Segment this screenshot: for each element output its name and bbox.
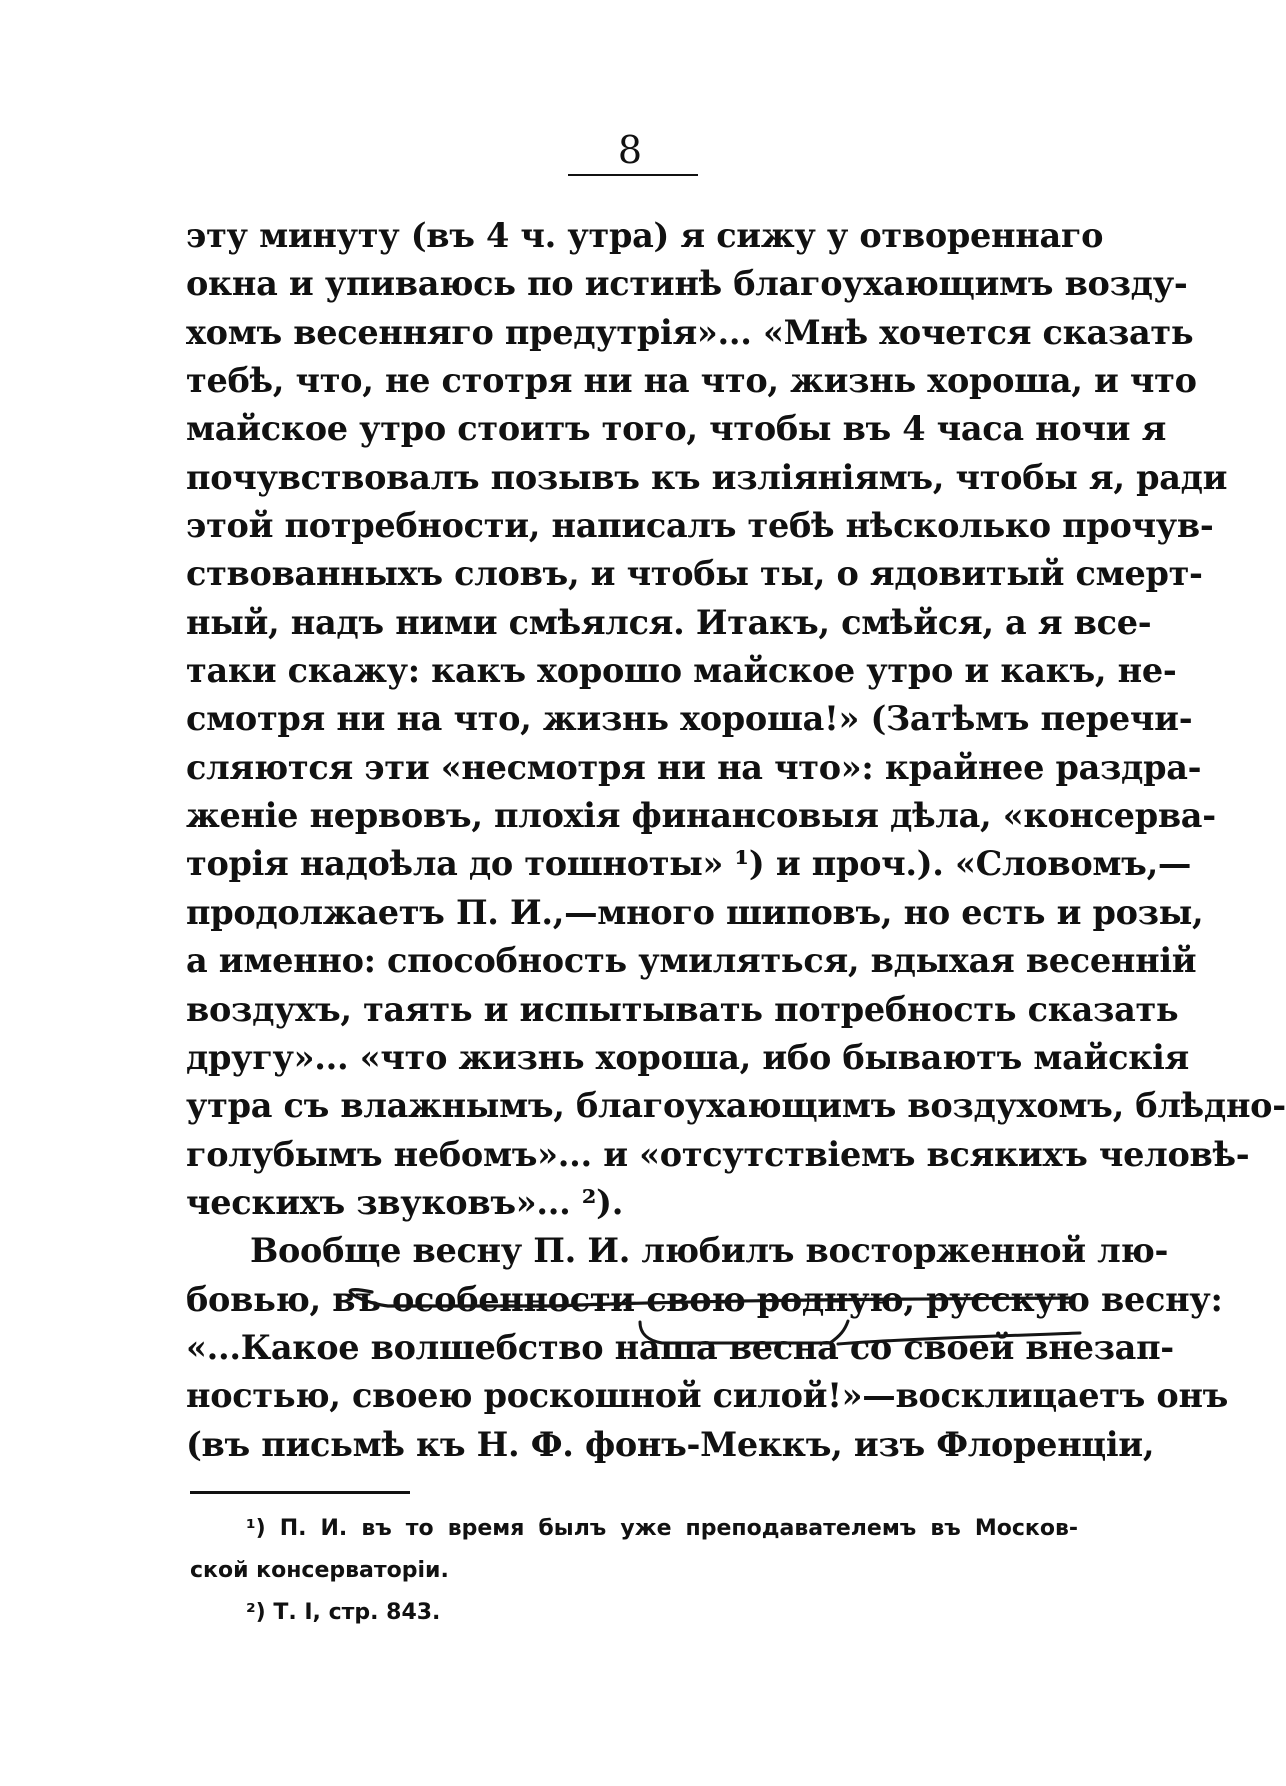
text-line: этой потребности, написалъ тебѣ нѣсколько прочув-: [186, 506, 1214, 546]
page-number: 8: [617, 128, 643, 172]
text-line: утра съ влажнымъ, благоухающимъ воздухомъ, блѣдно-: [186, 1086, 1286, 1126]
footnote-2: ²) Т. I, стр. 843.: [246, 1600, 441, 1625]
body-text: [186, 212, 1286, 1469]
footnote-rule: [190, 1491, 410, 1494]
text-line: ностью, своею роскошной силой!»—восклицаетъ онъ: [186, 1376, 1229, 1416]
footnote-1-continued: ской консерваторіи.: [190, 1558, 449, 1583]
text-line: бовью, въ особенности свою родную, русскую весну:: [186, 1279, 1223, 1319]
text-line: продолжаетъ П. И.,—много шиповъ, но есть и розы,: [186, 892, 1204, 932]
text-line: майское утро стоитъ того, чтобы въ 4 часа ночи я: [186, 409, 1167, 449]
text-line: торія надоѣла до тошноты» ¹) и проч.). «Словомъ,—: [186, 844, 1192, 884]
text-line: хомъ весенняго предутрія»... «Мнѣ хочется сказать: [186, 312, 1194, 352]
text-line: воздухъ, таять и испытывать потребность сказать: [186, 989, 1179, 1029]
text-line-paragraph-start: Вообще весну П. И. любилъ восторженной лю-: [250, 1231, 1169, 1271]
header-rule: [568, 174, 698, 176]
text-line: сляются эти «несмотря ни на что»: крайнее раздра-: [186, 747, 1202, 787]
text-line: окна и упиваюсь по истинѣ благоухающимъ возду-: [186, 264, 1188, 304]
text-line: тебѣ, что, не стотря ни на что, жизнь хороша, и что: [186, 361, 1197, 401]
text-line: смотря ни на что, жизнь хороша!» (Затѣмъ перечи-: [186, 699, 1193, 739]
text-line: (въ письмѣ къ Н. Ф. фонъ-Меккъ, изъ Флоренціи,: [186, 1424, 1155, 1464]
text-line: эту минуту (въ 4 ч. утра) я сижу у отвореннаго: [186, 216, 1104, 255]
text-line: почувствовалъ позывъ къ изліяніямъ, чтобы я, ради: [186, 457, 1228, 497]
text-line: «...Какое волшебство наша весна со своей внезап-: [186, 1327, 1174, 1367]
text-line: женіе нервовъ, плохія финансовыя дѣла, «консерва-: [186, 796, 1216, 836]
text-line: а именно: способность умиляться, вдыхая весенній: [186, 941, 1197, 981]
text-line: ный, надъ ними смѣялся. Итакъ, смѣйся, а я все-: [186, 602, 1152, 642]
footnote-1: ¹) П. И. въ то время былъ уже преподавателемъ въ Москов-: [246, 1516, 1078, 1541]
text-line-paragraph-end: ческихъ звуковъ»... ²).: [186, 1182, 624, 1222]
text-line: ствованныхъ словъ, и чтобы ты, о ядовитый смерт-: [186, 554, 1203, 594]
footnotes: [190, 1508, 1078, 1634]
text-line: таки скажу: какъ хорошо майское утро и какъ, не-: [186, 651, 1177, 691]
text-line: другу»... «что жизнь хороша, ибо бываютъ майскія: [186, 1037, 1189, 1077]
text-line: голубымъ небомъ»... и «отсутствіемъ всякихъ человѣ-: [186, 1134, 1250, 1174]
